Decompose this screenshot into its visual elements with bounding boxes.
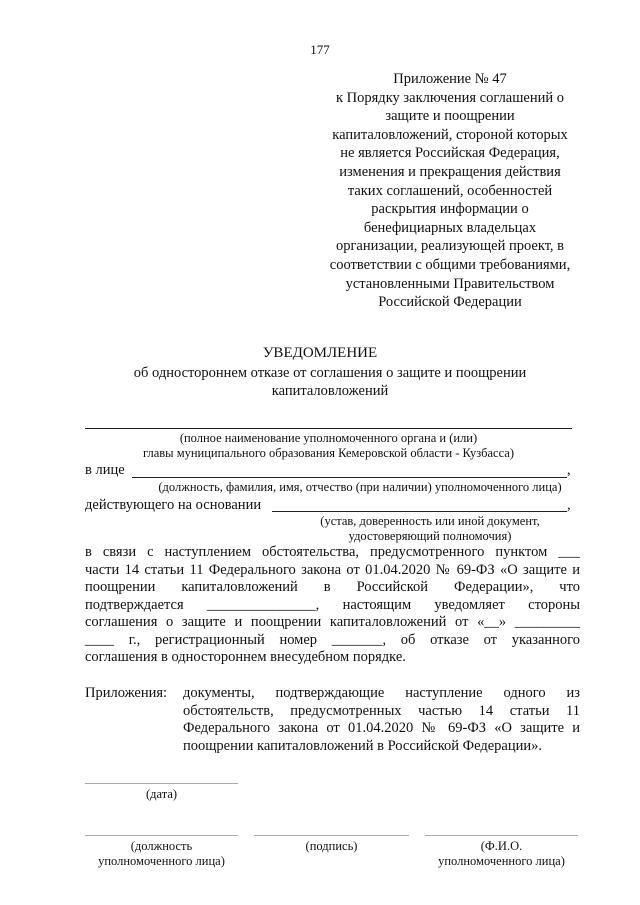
appendix-line: организации, реализующей проект, в: [335, 238, 565, 255]
caption-line: (полное наименование уполномоченного органа и (или): [179, 431, 478, 445]
appendix-line: установленными Правительством: [345, 275, 555, 292]
caption-line: (Ф.И.О.: [480, 839, 523, 853]
body-line: подтверждается _______________, настоящим уведомляет стороны: [85, 596, 580, 613]
attachment-line: поощрении капиталовложений в Российской Федерации».: [183, 737, 543, 754]
in-person-label: в лице: [85, 462, 125, 478]
appendix-line: бенефициарных владельцах: [363, 219, 537, 236]
document-title: УВЕДОМЛЕНИЕ: [262, 345, 378, 361]
appendix-line: соответствии с общими требованиями,: [329, 256, 571, 273]
comma: ,: [567, 497, 571, 513]
acting-basis-label: действующего на основании: [85, 497, 262, 513]
appendix-line: Российской Федерации: [378, 294, 522, 311]
document-subtitle: [60, 364, 600, 400]
appendix-line: изменения и прекращения действия: [339, 163, 561, 180]
position-fill-line: [85, 835, 238, 836]
body-line: части 14 статьи 11 Федерального закона от 01.04.2020 № 69-ФЗ «О защите и: [85, 561, 580, 578]
signature-fill-line: [254, 835, 409, 836]
caption-line: удостоверяющий полномочия): [348, 529, 512, 543]
appendix-line: не является Российская Федерация,: [340, 145, 560, 162]
body-line: соглашения в одностороннем внесудебном порядке.: [85, 649, 406, 665]
page-number: 177: [310, 42, 330, 57]
organization-fill-line: [85, 428, 572, 429]
subtitle-line: об одностороннем отказе от соглашения о защите и поощрении: [133, 365, 527, 381]
appendix-line: капиталовложений, стороной которых: [332, 126, 568, 143]
body-line: в связи с наступлением обстоятельства, предусмотренного пунктом ___: [85, 544, 580, 560]
caption-line: главы муниципального образования Кемеровской области - Кузбасса): [143, 446, 514, 460]
acting-basis-fill-line: [272, 511, 567, 512]
attachment-line: Федерального закона от 01.04.2020 № 69-ФЗ «О защите и: [183, 720, 580, 736]
attachments-text: [183, 685, 580, 755]
notice-body: [85, 544, 580, 667]
caption-line: уполномоченного лица): [438, 854, 565, 868]
signature-caption: (подпись): [305, 839, 358, 853]
subtitle-line: капиталовложений: [271, 383, 389, 399]
body-line: ____ г., регистрационный номер _______, об отказе от указанного: [85, 631, 580, 648]
appendix-header: [300, 70, 600, 312]
body-line: соглашения о защите и поощрении капиталовложений от «__» _________: [85, 614, 580, 630]
organization-caption: [85, 431, 572, 461]
name-fill-line: [425, 835, 578, 836]
caption-line: (должность: [130, 839, 193, 853]
appendix-line: Приложение № 47: [393, 71, 507, 87]
in-person-fill-line: [132, 477, 567, 478]
body-line: поощрении капиталовложений в Российской Федерации», что: [85, 579, 580, 595]
attachments-label: Приложения:: [85, 685, 168, 701]
position-caption: [70, 839, 253, 869]
appendix-line: защите и поощрении: [385, 108, 515, 125]
caption-line: уполномоченного лица): [98, 854, 225, 868]
appendix-line: раскрытия информации о: [371, 201, 529, 218]
date-fill-line: [85, 783, 238, 784]
attachment-line: документы, подтверждающие наступление одного из: [183, 685, 580, 701]
acting-basis-caption: [300, 514, 560, 544]
name-caption: [410, 839, 593, 869]
attachment-line: обстоятельств, предусмотренных частью 14 статьи 11: [183, 702, 580, 719]
comma: ,: [567, 462, 571, 478]
caption-line: (устав, доверенность или иной документ,: [320, 514, 540, 528]
appendix-line: таких соглашений, особенностей: [347, 182, 553, 199]
in-person-caption: (должность, фамилия, имя, отчество (при наличии) уполномоченного лица): [158, 480, 562, 494]
appendix-line: к Порядку заключения соглашений о: [336, 89, 564, 106]
date-caption: (дата): [145, 787, 178, 801]
